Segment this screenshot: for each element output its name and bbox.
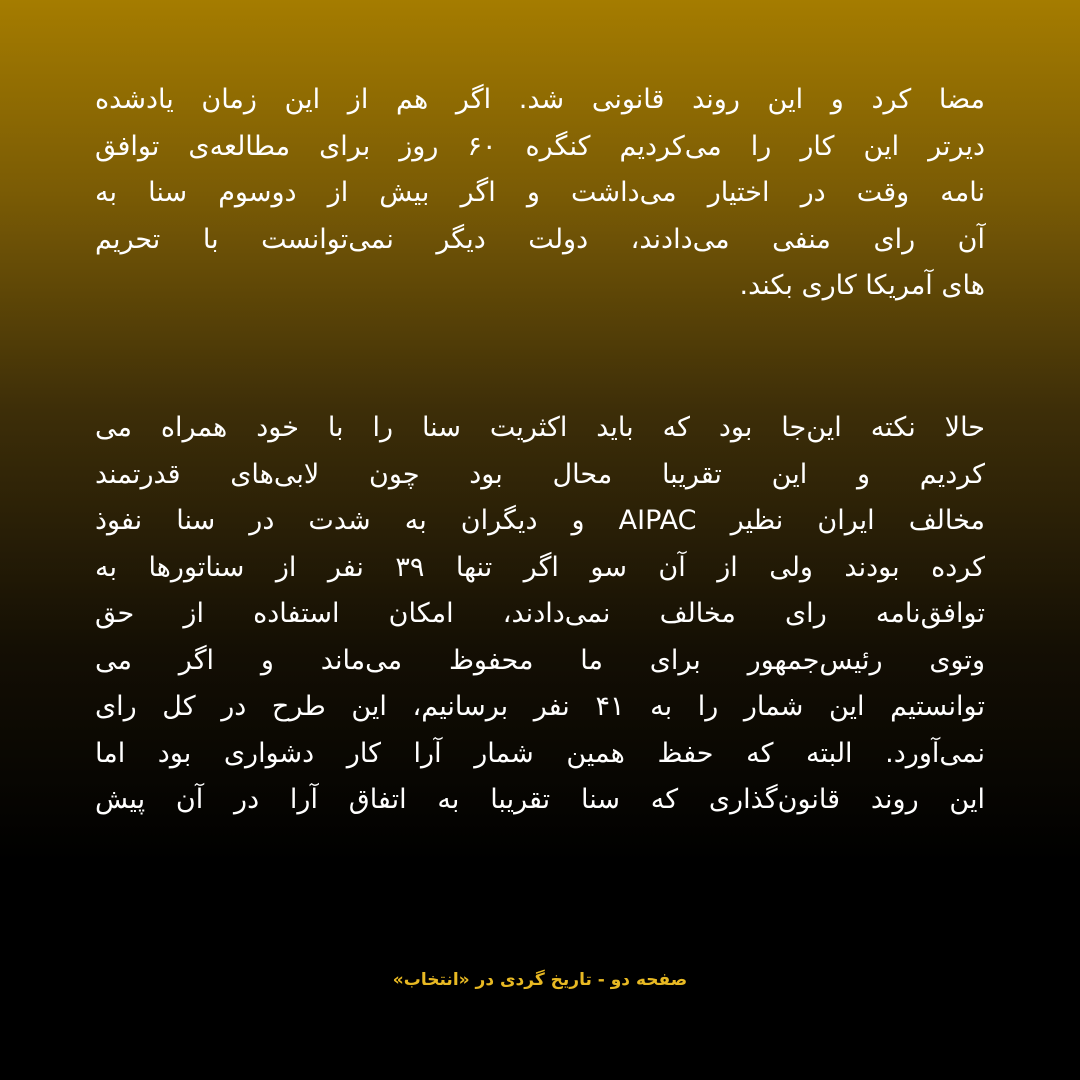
text-line: وتوی رئیس‌جمهور برای ما محفوظ می‌ماند و اگر می	[95, 644, 985, 676]
paragraph-2	[95, 405, 985, 824]
text-line: دیرتر این کار را می‌کردیم کنگره ۶۰ روز برای مطالعه‌ی توافق	[95, 130, 985, 162]
page-footer-caption: صفحه دو - تاریخ گردی در «انتخاب»	[392, 970, 688, 990]
text-line: توانستیم این شمار را به ۴۱ نفر برسانیم، این طرح در کل رای	[95, 691, 985, 722]
paragraph-1	[95, 77, 985, 310]
text-line: این روند قانون‌گذاری که سنا تقریبا به اتفاق آرا در آن پیش	[95, 784, 985, 815]
text-line: نمی‌آورد. البته که حفظ همین شمار آرا کار دشواری بود اما	[95, 737, 985, 769]
text-line: های آمریکا کاری بکند.	[739, 270, 985, 301]
text-line: مخالف ایران نظیر AIPAC و دیگران به شدت در سنا نفوذ	[95, 505, 985, 536]
text-line: مضا کرد و این روند قانونی شد. اگر هم از این زمان یادشده	[95, 84, 985, 115]
text-line: کردیم و این تقریبا محال بود چون لابی‌های قدرتمند	[95, 458, 985, 490]
text-line: کرده بودند ولی از آن سو اگر تنها ۳۹ نفر از سناتورها به	[95, 551, 985, 583]
text-line: توافق‌نامه رای مخالف نمی‌دادند، امکان استفاده از حق	[95, 598, 985, 629]
text-line: نامه وقت در اختیار می‌داشت و اگر بیش از دوسوم سنا به	[95, 177, 985, 208]
text-line: حالا نکته این‌جا بود که باید اکثریت سنا را با خود همراه می	[95, 412, 985, 443]
text-line: آن رای منفی می‌دادند، دولت دیگر نمی‌توانست با تحریم	[95, 223, 985, 255]
